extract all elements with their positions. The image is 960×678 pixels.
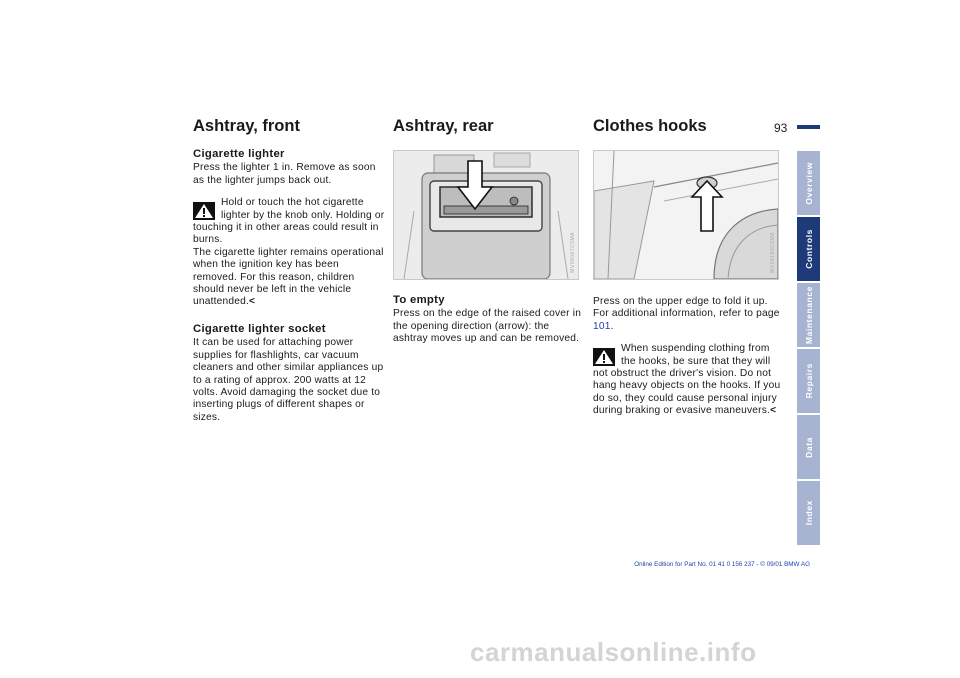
subheading-to-empty: To empty [393,294,445,306]
column-ashtray-rear [393,294,585,346]
figure-rear-ashtray [393,150,579,280]
hooks-warning-text: When suspending clothing from the hooks, be sure that they will not obstruct the driver's vision. Do not hang heavy objects on the hooks. If you do so, they could cause personal injury during braking or evasive maneuvers. [593,343,781,417]
end-mark: < [249,296,256,308]
page-number: 93 [774,121,788,135]
heading-clothes-hooks: Clothes hooks [593,117,707,135]
tab-index[interactable]: Index [797,481,820,545]
lighter-text: Press the lighter 1 in. Remove as soon as the lighter jumps back out. [193,162,376,186]
tab-overview[interactable]: Overview [797,151,820,215]
figure-code: MV08180C5MA [770,232,776,273]
footer-edition-note: Online Edition for Part No. 01 41 0 156 237 - © 09/01 BMW AG [634,561,810,568]
lighter-warning-text: Hold or touch the hot cigarette lighter by the knob only. Holding or touching it in other areas could result in burns. [193,197,385,246]
end-mark: < [770,405,777,417]
page-number-bar [797,125,820,129]
warning-icon [593,348,615,366]
subheading-lighter-socket: Cigarette lighter socket [193,322,326,335]
page-link-101[interactable]: 101 [593,320,611,332]
rear-ashtray-illustration [394,151,578,279]
heading-ashtray-front: Ashtray, front [193,117,300,135]
to-empty-text: Press on the edge of the raised cover in the opening direction (arrow): the ashtray moves up and can be removed. [393,308,582,345]
figure-clothes-hooks [593,150,779,280]
socket-text: It can be used for attaching power supplies for flashlights, car vacuum cleaners and other similar appliances up to a rating of approx. 200 watts at 12 volts. Avoid damaging the socket due to inserting plugs of different shapes or sizes. [193,337,384,423]
tab-data[interactable]: Data [797,415,820,479]
watermark: carmanualsonline.info [470,637,757,667]
subheading-cigarette-lighter: Cigarette lighter [193,148,285,160]
lighter-warning-text-2: The cigarette lighter remains operational when the ignition key has been removed. For this reason, children should never be left in the vehicle unattended. [193,246,384,308]
lighter-warning [193,197,385,309]
column-ashtray-front [193,148,385,424]
tab-controls[interactable]: Controls [797,217,820,281]
hooks-warning [593,343,785,417]
column-clothes-hooks [593,296,785,418]
figure-code: MV08067C5MA [570,232,576,273]
tab-maintenance[interactable]: Maintenance [797,283,820,347]
warning-icon [193,202,215,220]
clothes-hooks-illustration [594,151,778,279]
heading-ashtray-rear: Ashtray, rear [393,117,494,135]
hooks-text: Press on the upper edge to fold it up. For additional information, refer to page 101. [593,296,780,332]
tab-repairs[interactable]: Repairs [797,349,820,413]
